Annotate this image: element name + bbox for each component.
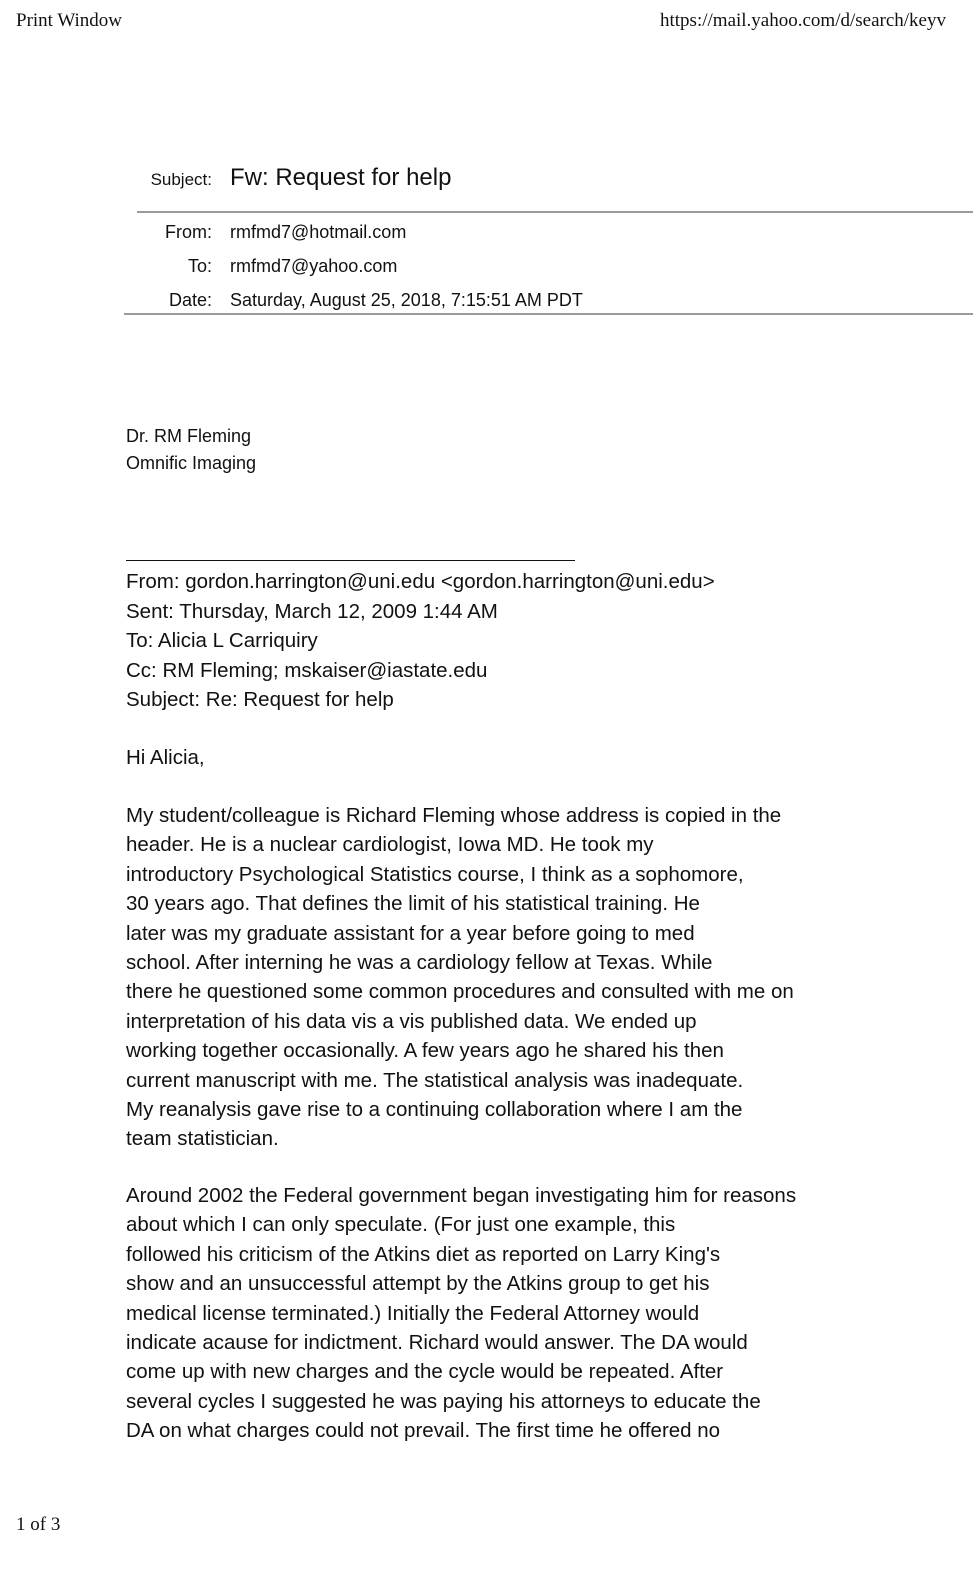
- from-row: [0, 222, 973, 246]
- print-url: https://mail.yahoo.com/d/search/keyv: [660, 10, 946, 31]
- from-value: rmfmd7@hotmail.com: [230, 222, 407, 242]
- greeting: Hi Alicia,: [126, 746, 205, 769]
- print-window-title: Print Window: [16, 10, 123, 31]
- to-label: To:: [187, 256, 212, 276]
- paragraph-line: current manuscript with me. The statistical analysis was inadequate.: [126, 1068, 744, 1092]
- body-paragraph-2: [126, 1181, 796, 1446]
- forwarded-sent: Sent: Thursday, March 12, 2009 1:44 AM: [126, 599, 498, 623]
- paragraph-line: indicate acause for indictment. Richard would answer. The DA would: [126, 1331, 748, 1355]
- paragraph-line: My student/colleague is Richard Fleming whose address is copied in the: [126, 804, 782, 827]
- signature-name: Dr. RM Fleming: [126, 426, 252, 446]
- paragraph-line: several cycles I suggested he was paying his attorneys to educate the: [126, 1389, 761, 1413]
- paragraph-line: DA on what charges could not prevail. The first time he offered no: [126, 1419, 721, 1443]
- paragraph-line: later was my graduate assistant for a year before going to med: [126, 921, 695, 945]
- paragraph-line: interpretation of his data vis a vis published data. We ended up: [126, 1009, 697, 1033]
- date-row: [0, 290, 973, 314]
- page-number: 1 of 3: [16, 1514, 61, 1535]
- to-value: rmfmd7@yahoo.com: [230, 256, 398, 276]
- header-divider-bottom: [124, 313, 973, 315]
- date-value: Saturday, August 25, 2018, 7:15:51 AM PDT: [230, 290, 583, 310]
- from-label: From:: [165, 222, 212, 242]
- paragraph-line: about which I can only speculate. (For just one example, this: [126, 1213, 676, 1237]
- subject-value: Fw: Request for help: [230, 164, 452, 191]
- header-divider-top: [137, 211, 973, 213]
- subject-label: Subject:: [150, 170, 212, 189]
- paragraph-line: 30 years ago. That defines the limit of his statistical training. He: [126, 892, 700, 916]
- paragraph-line: header. He is a nuclear cardiologist, Iowa MD. He took my: [126, 833, 654, 857]
- paragraph-line: team statistician.: [126, 1127, 279, 1151]
- paragraph-line: school. After interning he was a cardiology fellow at Texas. While: [126, 951, 713, 975]
- forwarded-to: To: Alicia L Carriquiry: [126, 629, 318, 653]
- body-paragraph-1: [126, 801, 794, 1154]
- paragraph-line: working together occasionally. A few years ago he shared his then: [126, 1039, 724, 1063]
- date-label: Date:: [168, 290, 212, 310]
- paragraph-line: come up with new charges and the cycle would be repeated. After: [126, 1360, 724, 1384]
- signature-company: Omnific Imaging: [126, 453, 257, 473]
- paragraph-line: show and an unsuccessful attempt by the Atkins group to get his: [126, 1272, 710, 1296]
- paragraph-line: introductory Psychological Statistics course, I think as a sophomore,: [126, 862, 744, 886]
- paragraph-line: medical license terminated.) Initially the Federal Attorney would: [126, 1301, 700, 1325]
- forwarded-cc: Cc: RM Fleming; mskaiser@iastate.edu: [126, 658, 488, 682]
- paragraph-line: My reanalysis gave rise to a continuing collaboration where I am the: [126, 1098, 743, 1122]
- to-row: [0, 256, 973, 280]
- forwarded-from: From: gordon.harrington@uni.edu <gordon.harrington@uni.edu>: [126, 570, 715, 593]
- paragraph-line: Around 2002 the Federal government began investigating him for reasons: [126, 1184, 797, 1207]
- paragraph-line: followed his criticism of the Atkins diet as reported on Larry King's: [126, 1242, 721, 1266]
- print-header: [0, 10, 973, 38]
- forwarded-subject: Subject: Re: Request for help: [126, 688, 394, 712]
- signature: [126, 423, 256, 477]
- forwarded-header: [126, 567, 715, 715]
- forward-separator: [126, 560, 575, 561]
- paragraph-line: there he questioned some common procedures and consulted with me on: [126, 980, 794, 1004]
